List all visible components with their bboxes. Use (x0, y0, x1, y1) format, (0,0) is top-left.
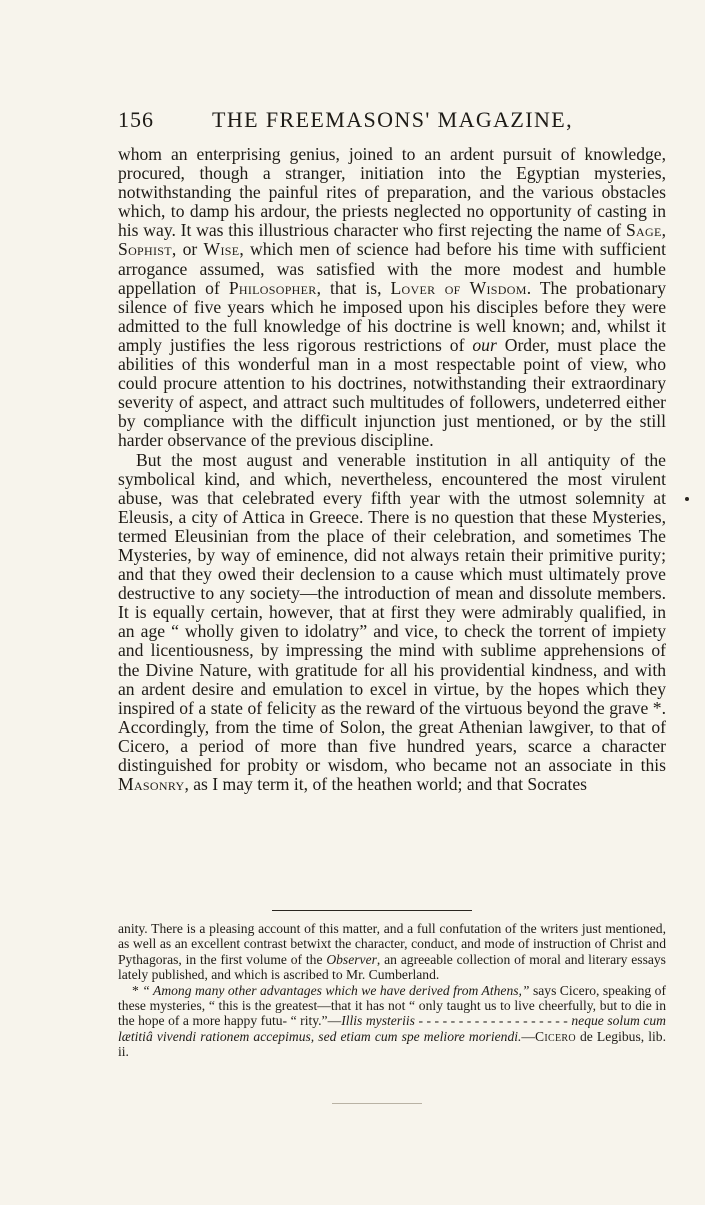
title-observer: Observer (326, 951, 377, 967)
emphasis-our: our (472, 334, 497, 355)
term-philosopher: Philosopher (228, 277, 317, 298)
term-masonry: Masonry (118, 774, 185, 795)
page-number: 156 (118, 107, 154, 132)
paragraph-pythagoras: whom an enterprising genius, joined to an ardent pursuit of knowledge, procured, though a stranger, initiation into the Egyptian mysteries, notwithstanding the painful rites of preparation, and the various obstacles which, to damp his ardour, the priests neglected no opportunity of casting in his way. It was this illustrious character who first rejecting the name of Sage, Sophist, or Wise, which men of science had before his time with sufficient arrogance assumed, was satisfied with the more modest and humble appellation of Philosopher, that is, Lover of Wisdom. The probationary silence of five years which he imposed upon his disciples before they were admitted to the full knowledge of his doctrine is well known; and, whilst it amply justifies the less rigorous restrictions of our Order, must place the abilities of this wonderful man in a most respectable point of view, who could procure attention to his doctrines, notwithstanding their extraordinary severity of aspect, and attract such multitudes of followers, undeterred either by compliance with the difficult injunction just mentioned, or by the still harder observance of the previous discipline. (118, 144, 667, 451)
term-sophist: Sophist (118, 239, 172, 260)
running-title: THE FREEMASONS' MAGAZINE, (212, 107, 574, 132)
footnote-continued: anity. There is a pleasing account of this matter, and a full confutation of the writers just mentioned, as well as an excellent contrast betwixt the character, conduct, and mode of instruction of Christ and Pythagoras, in the first volume of the Observer, an agreeable collection of moral and literary essays lately published, and which is ascribed to Mr. Cumberland. (118, 921, 666, 983)
margin-dot (685, 497, 689, 501)
latin-quote: Illis mysteriis - - - - - - - - - - - - - - - - - - - neque solum cum lætitiâ vivendi rationem accepimus, sed etiam cum spe meliore moriendi. (118, 1013, 666, 1044)
footnote-cicero: * “ Among many other advantages which we have derived from Athens,” says Cicero, speaking of these mysteries, “ this is the greatest—that it has not “ only taught us to live cheerfully, but to die in the hope of a more happy futu- “ rity.”—Illis mysteriis - - - - - - - - - - - - - - - - - - - neque solum cum lætitiâ vivendi rationem accepimus, sed etiam cum spe meliore moriendi.—Cicero de Legibus, lib. ii. (118, 982, 666, 1060)
main-text (118, 145, 666, 794)
author-cicero: Cicero (535, 1028, 576, 1044)
footnote-rule (272, 910, 472, 911)
term-sage: Sage (625, 220, 662, 241)
bottom-rule (332, 1103, 422, 1104)
term-wise: Wise (203, 239, 240, 260)
paragraph-eleusinian: But the most august and venerable institution in all antiquity of the symbolical kind, and which, nevertheless, encountered the most virulent abuse, was that celebrated every fifth year with the utmost solemnity at Eleusis, a city of Attica in Greece. There is no question that these Mysteries, termed Eleusinian from the place of their celebration, and sometimes The Mysteries, by way of eminence, did not always retain their primitive purity; and that they owed their declension to a cause which must ultimately prove destructive to any society—the introduction of mean and dissolute members. It is equally certain, however, that at first they were admirably qualified, in an age “ wholly given to idolatry” and vice, to check the torrent of impiety and licentiousness, by impressing the mind with sublime apprehensions of the Divine Nature, with gratitude for all his providential kindness, and with an ardent desire and emulation to excel in virtue, by the hopes which they inspired of a state of felicity as the reward of the virtuous beyond the grave *. Accordingly, from the time of Solon, the great Athenian lawgiver, to that of Cicero, a period of more than five hundred years, scarce a character distinguished for probity or wisdom, who became not an associate in this Masonry, as I may term it, of the heathen world; and that Socrates (118, 449, 666, 795)
footnotes (118, 921, 666, 1060)
page-header (118, 107, 666, 135)
term-lover-of-wisdom: Lover of Wisdom (390, 277, 527, 298)
